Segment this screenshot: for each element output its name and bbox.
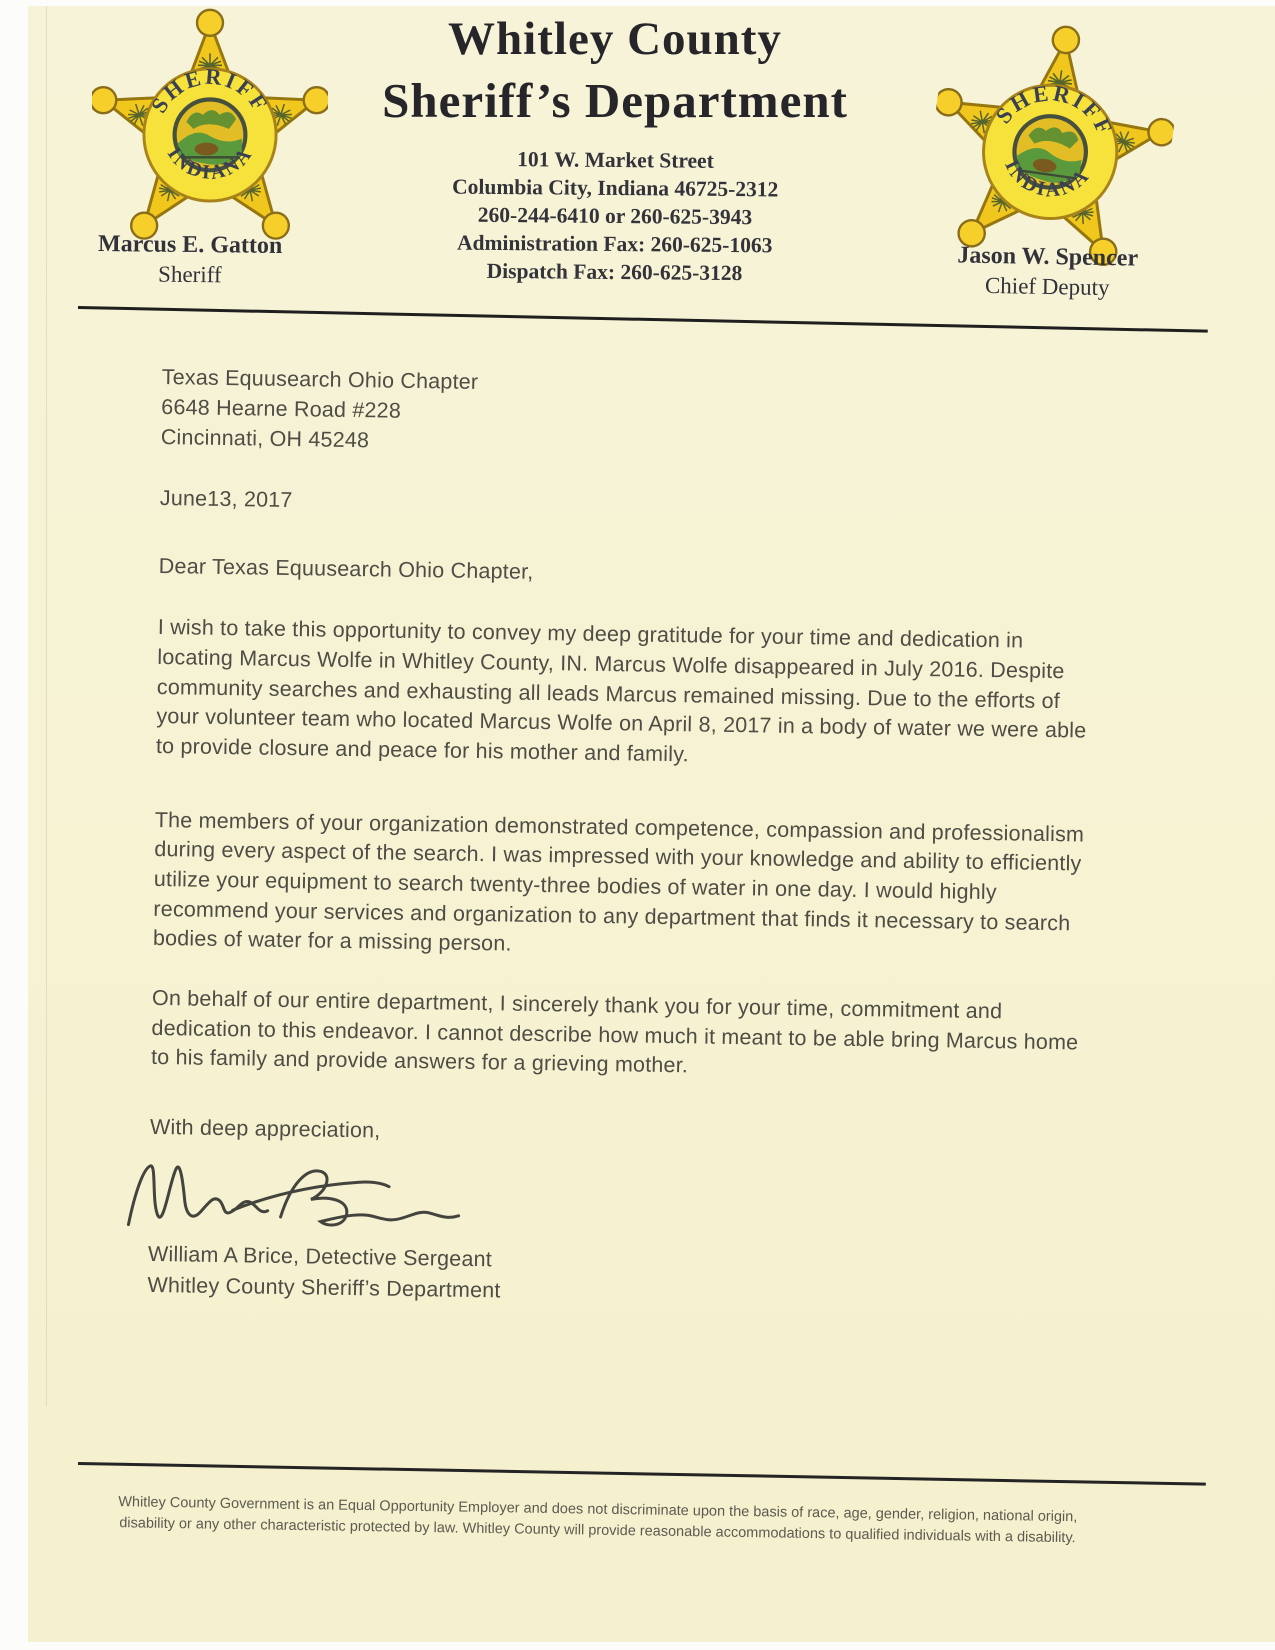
recipient-line: 6648 Hearne Road #228 [161, 394, 402, 423]
eeo-footer-text: Whitley County Government is an Equal Opportunity Employer and does not discriminate upon the basis of race, age, gender, religion, national origin, disability or any other characteristic protected by law. Whitley County will provide reasonable accommodations to qualified individuals with a disability. [118, 1494, 1078, 1547]
masthead-title-line2: Sheriff’s Department [382, 73, 848, 128]
department-address-block [329, 144, 900, 289]
official-sheriff [80, 231, 301, 289]
recipient-address-block [161, 362, 1094, 467]
address-line: Administration Fax: 260-625-1063 [456, 230, 773, 258]
address-line: Dispatch Fax: 260-625-3128 [486, 258, 743, 286]
sheriff-badge-icon [92, 6, 328, 252]
address-line: 101 W. Market Street [517, 147, 714, 173]
recipient-line: Texas Equusearch Ohio Chapter [161, 364, 479, 394]
chief-deputy-name: Jason W. Spencer [957, 242, 1139, 272]
closing-line: With deep appreciation, [149, 1114, 381, 1143]
chief-deputy-title: Chief Deputy [984, 272, 1110, 301]
sheriff-title: Sheriff [157, 261, 222, 288]
recipient-line: Cincinnati, OH 45248 [160, 424, 370, 453]
scan-fold-line [46, 6, 47, 1406]
letter-date: June13, 2017 [159, 485, 293, 513]
paragraph-2: The members of your organization demonstrated competence, compassion and professionalism during every aspect of the search. I was impressed with your knowledge and ability to efficiently utilize your equipment to search twenty-three bodies of water in one day. I would highly recommend your services and organization to any department that finds it necessary to search bodies of water for a missing person. [152, 807, 1085, 956]
signer-organization: Whitley County Sheriff’s Department [147, 1272, 501, 1302]
address-line: 260-244-6410 or 260-625-3943 [477, 202, 753, 230]
signature-image [120, 1152, 1081, 1253]
masthead-title-line1: Whitley County [448, 13, 782, 65]
salutation: Dear Texas Equusearch Ohio Chapter, [158, 553, 534, 584]
signer-name: William A Brice, Detective Sergeant [147, 1241, 493, 1271]
address-line: Columbia City, Indiana 46725-2312 [452, 174, 779, 202]
paragraph-1: I wish to take this opportunity to convey my deep gratitude for your time and dedication in locating Marcus Wolfe in Whitley County, IN. Marcus Wolfe disappeared in July 2016. Despite community searches and exhausting all leads Marcus remained missing. Due to the efforts of your volunteer team who located Marcus Wolfe on April 8, 2017 in a body of water we were able to provide closure and peace for his mother and family. [155, 615, 1087, 767]
paragraph-3: On behalf of our entire department, I sincerely thank you for your time, commitment and dedication to this endeavor. I cannot describe how much it meant to be able bring Marcus home to his family and provide answers for a grieving mother. [150, 985, 1079, 1078]
official-chief-deputy [925, 242, 1171, 302]
department-masthead [330, 12, 900, 129]
sheriff-name: Marcus E. Gatton [97, 231, 283, 259]
letter-body [147, 362, 1094, 1315]
